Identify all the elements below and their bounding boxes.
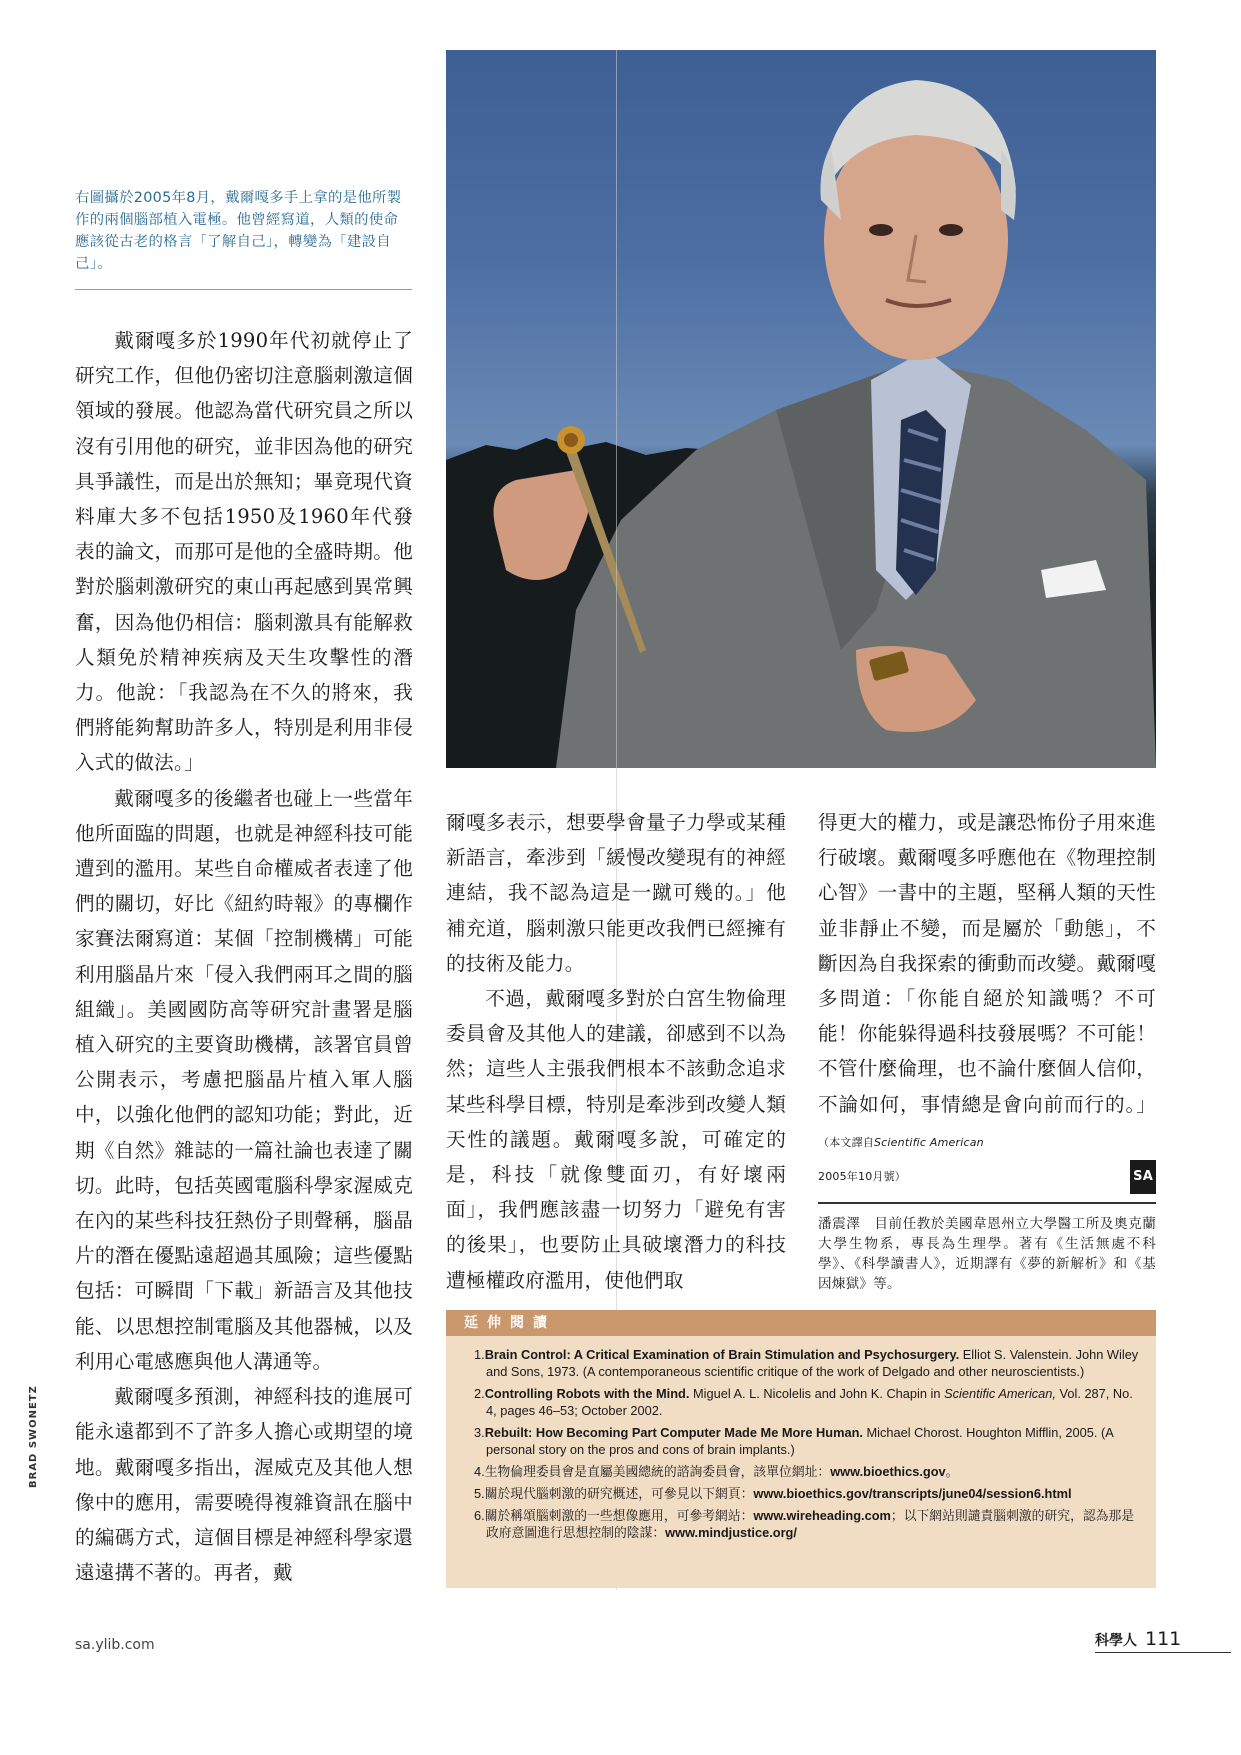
paragraph: 戴爾嘎多於1990年代初就停止了研究工作，但他仍密切注意腦刺激這個領域的發展。他認為當代研究員之所以沒有引用他的研究，並非因為他的研究具爭議性，而是出於無知；畢竟現代資料庫大多不包括1950及1960年代發表的論文，而那可是他的全盛時期。他對於腦刺激研究的東山再起感到異常興奮，因為他仍相信：腦刺激具有能解救人類免於精神疾病及天生攻擊性的潛力。他說：「我認為在不久的將來，我們將能夠幫助許多人，特別是利用非侵入式的做法。」: [75, 329, 413, 775]
reading-link[interactable]: www.wireheading.com: [753, 1508, 891, 1523]
article-column-2: [446, 805, 786, 1298]
reading-link[interactable]: www.bioethics.gov: [830, 1464, 946, 1479]
translator-bio: 潘震澤 目前任教於美國韋恩州立大學醫工所及奧克蘭大學生物系，專長為生理學。著有《生活無處不科學》、《科學讀書人》，近期譯有《夢的新解析》和《基因煉獄》等。: [818, 1216, 1156, 1293]
author-divider: [818, 1202, 1156, 1204]
footer-rule: [1095, 1652, 1231, 1653]
reading-link[interactable]: www.mindjustice.org/: [665, 1525, 797, 1540]
closing-paragraph: 得更大的權力，或是讓恐怖份子用來進行破壞。戴爾嘎多呼應他在《物理控制心智》一書中的主題，堅稱人類的天性並非靜止不變，而是屬於「動態」，不斷因為自我探索的衝動而改變。戴爾嘎多問道：「你能自絕於知識嗎？不可能！你能躲得過科技發展嗎？不可能！不管什麼倫理，也不論什麼個人信仰，不論如何，事情總是會向前而行的。」: [818, 811, 1156, 1116]
further-reading-list: [446, 1336, 1156, 1541]
reading-item: 2.Controlling Robots with the Mind. Miguel A. L. Nicolelis and John K. Chapin in Scientific American, Vol. 287, No. 4, pages 46–53; October 2002.: [474, 1386, 1133, 1418]
issue-date-line: [818, 1160, 1156, 1194]
magazine-name: 科學人: [1095, 1633, 1137, 1649]
translation-note: （本文譯自Scientific American: [818, 1135, 984, 1149]
reading-item: 5.關於現代腦刺激的研究概述，可參見以下網頁：www.bioethics.gov/transcripts/june04/session6.html: [474, 1486, 1072, 1501]
paragraph: [818, 805, 1156, 1160]
reading-item: 6.關於稱頌腦刺激的一些想像應用，可參考網站：www.wireheading.com；以下網站則譴責腦刺激的研究，認為那是政府意圖進行思想控制的陰謀：www.mindjustice.org/: [474, 1508, 1135, 1540]
footer-website[interactable]: sa.ylib.com: [75, 1637, 155, 1653]
photo-credit: BRAD SWONETZ: [28, 1385, 39, 1488]
paragraph: 不過，戴爾嘎多對於白宮生物倫理委員會及其他人的建議，卻感到不以為然；這些人主張我們根本不該動念追求某些科學目標，特別是牽涉到改變人類天性的議題。戴爾嘎多說，可確定的是，科技「就像雙面刃，有好壞兩面」，我們應該盡一切努力「避免有害的後果」，也要防止具破壞潛力的科技遭極權政府濫用，使他們取: [446, 987, 786, 1292]
portrait-photo: [446, 50, 1156, 768]
paragraph: 戴爾嘎多預測，神經科技的進展可能永遠都到不了許多人擔心或期望的境地。戴爾嘎多指出，渥威克及其他人想像中的應用，需要曉得複雜資訊在腦中的編碼方式，這個目標是神經科學家還遠遠搆不著的。再者，戴: [75, 1385, 413, 1585]
sa-logo: SA: [1130, 1160, 1156, 1194]
reading-item: 1.Brain Control: A Critical Examination of Brain Stimulation and Psychosurgery. Elliot S. Valenstein. John Wiley and Sons, 1973. (A contemporaneous scientific critique of the work of Delgado and other neuroscientists.): [474, 1347, 1139, 1379]
footer-page-info: [1095, 1628, 1181, 1650]
further-reading-title: 延伸閱讀: [446, 1310, 1156, 1336]
further-reading-box: [446, 1310, 1156, 1588]
page-number: 111: [1145, 1628, 1182, 1650]
paragraph: 爾嘎多表示，想要學會量子力學或某種新語言，牽涉到「緩慢改變現有的神經連結，我不認為這是一蹴可幾的。」他補充道，腦刺激只能更改我們已經擁有的技術及能力。: [446, 811, 786, 975]
reading-item: 3.Rebuilt: How Becoming Part Computer Made Me More Human. Michael Chorost. Houghton Mifflin, 2005. (A personal story on the pros and cons of brain implants.): [474, 1425, 1114, 1457]
article-column-3: [818, 805, 1156, 1294]
article-column-1: [75, 323, 413, 1590]
paragraph: 戴爾嘎多的後繼者也碰上一些當年他所面臨的問題，也就是神經科技可能遭到的濫用。某些自命權威者表達了他們的關切，好比《紐約時報》的專欄作家賽法爾寫道：某個「控制機構」可能利用腦晶片來「侵入我們兩耳之間的腦組織」。美國國防高等研究計畫署是腦植入研究的主要資助機構，該署官員曾公開表示，考慮把腦晶片植入軍人腦中，以強化他們的認知功能；對此，近期《自然》雜誌的一篇社論也表達了關切。此時，包括英國電腦科學家渥威克在內的某些科技狂熱份子則聲稱，腦晶片的潛在優點遠超過其風險；這些優點包括：可瞬間「下載」新語言及其他技能、以思想控制電腦及其他器械，以及利用心電感應與他人溝通等。: [75, 786, 413, 1373]
reading-link[interactable]: www.bioethics.gov/transcripts/june04/session6.html: [753, 1486, 1072, 1501]
portrait-illustration: [446, 50, 1156, 768]
photo-caption: 右圖攝於2005年8月，戴爾嘎多手上拿的是他所製作的兩個腦部植入電極。他曾經寫道，人類的使命應該從古老的格言「了解自己」，轉變為「建設自己」。: [75, 187, 412, 290]
reading-item: 4.生物倫理委員會是直屬美國總統的諮詢委員會，該單位網址：www.bioethics.gov。: [474, 1464, 959, 1479]
issue-date: 2005年10月號）: [818, 1170, 906, 1184]
